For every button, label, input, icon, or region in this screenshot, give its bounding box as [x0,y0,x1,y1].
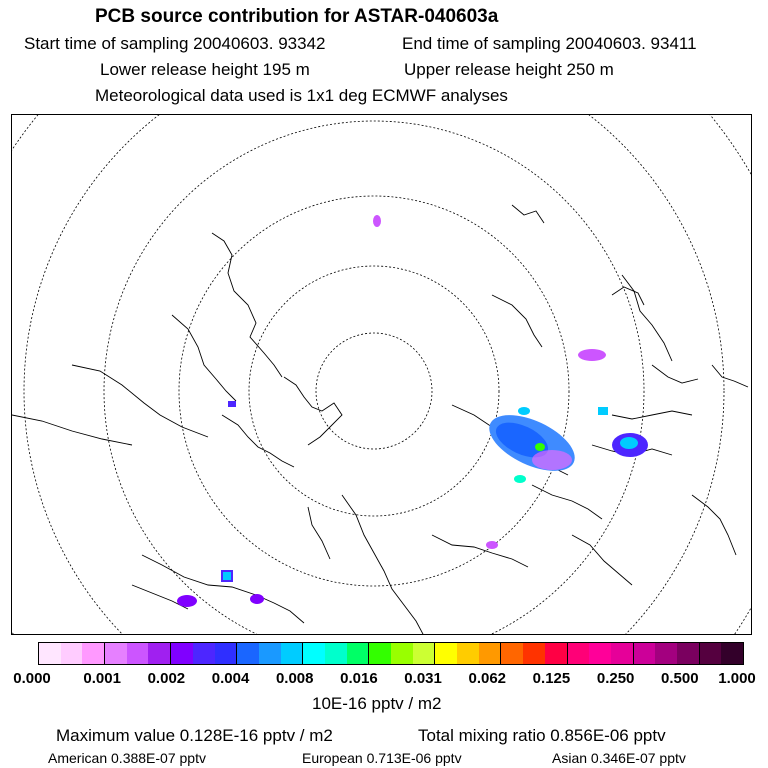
colorbar-segment [677,643,700,664]
colorbar-segment [105,643,127,664]
colorbar-tick-label: 0.004 [211,670,250,687]
graticule-lines [12,115,752,635]
colorbar-segment [457,643,479,664]
colorbar-segment [325,643,347,664]
lower-height-label: Lower release height 195 m [100,60,310,79]
asian-contribution-label: Asian 0.346E-07 pptv [552,750,686,766]
colorbar-segment [259,643,281,664]
colorbar-tick-label: 0.000 [13,670,51,687]
colorbar-tick-label: 0.002 [147,670,186,687]
colorbar-tick-label: 1.000 [718,670,756,687]
colorbar-segment [171,643,193,664]
max-value-label: Maximum value 0.128E-16 pptv / m2 [56,726,333,745]
colorbar-segment [634,643,656,664]
coastlines [12,205,748,635]
colorbar-segment [545,643,568,664]
colorbar-segment [523,643,545,664]
end-time-label: End time of sampling 20040603. 93411 [402,34,697,53]
colorbar-segment [215,643,238,664]
colorbar-segment [148,643,171,664]
concentration-field [177,215,648,607]
color-scale-bar [38,642,744,665]
colorbar-segment [303,643,325,664]
colorbar-segment [435,643,457,664]
start-time-label: Start time of sampling 20040603. 93342 [24,34,326,53]
colorbar-segment [479,643,502,664]
colorbar-segment [568,643,590,664]
european-contribution-label: European 0.713E-06 pptv [302,750,462,766]
colorbar-segment [501,643,523,664]
colorbar-segment [82,643,105,664]
colorbar-tick-label: 0.500 [661,670,699,687]
colorbar-tick-label: 0.125 [532,670,571,687]
colorbar-segment [39,643,61,664]
colorbar-segment [413,643,436,664]
colorbar-segment [127,643,149,664]
colorbar-segment [61,643,83,664]
colorbar-tick-label: 0.062 [468,670,507,687]
colorbar-tick-label: 0.001 [83,670,121,687]
total-mixing-label: Total mixing ratio 0.856E-06 pptv [418,726,666,745]
page-title: PCB source contribution for ASTAR-040603a [95,6,499,27]
polar-map [11,114,752,635]
american-contribution-label: American 0.388E-07 pptv [48,750,206,766]
colorbar-segment [237,643,259,664]
colorbar-segment [589,643,611,664]
colorbar-unit-label: 10E-16 pptv / m2 [312,694,442,713]
colorbar-segment [369,643,391,664]
colorbar-tick-label: 0.250 [596,670,635,687]
met-data-label: Meteorological data used is 1x1 deg ECMWF analyses [95,86,508,105]
colorbar-segment [655,643,677,664]
colorbar-segment [347,643,370,664]
colorbar-segment [281,643,304,664]
colorbar-segment [721,643,743,664]
colorbar-tick-label: 0.016 [340,670,378,687]
colorbar-segment [193,643,215,664]
colorbar-segment [700,643,722,664]
upper-height-label: Upper release height 250 m [404,60,614,79]
colorbar-segment [611,643,634,664]
colorbar-tick-label: 0.008 [275,670,314,687]
colorbar-segment [391,643,413,664]
colorbar-tick-label: 0.031 [404,670,442,687]
